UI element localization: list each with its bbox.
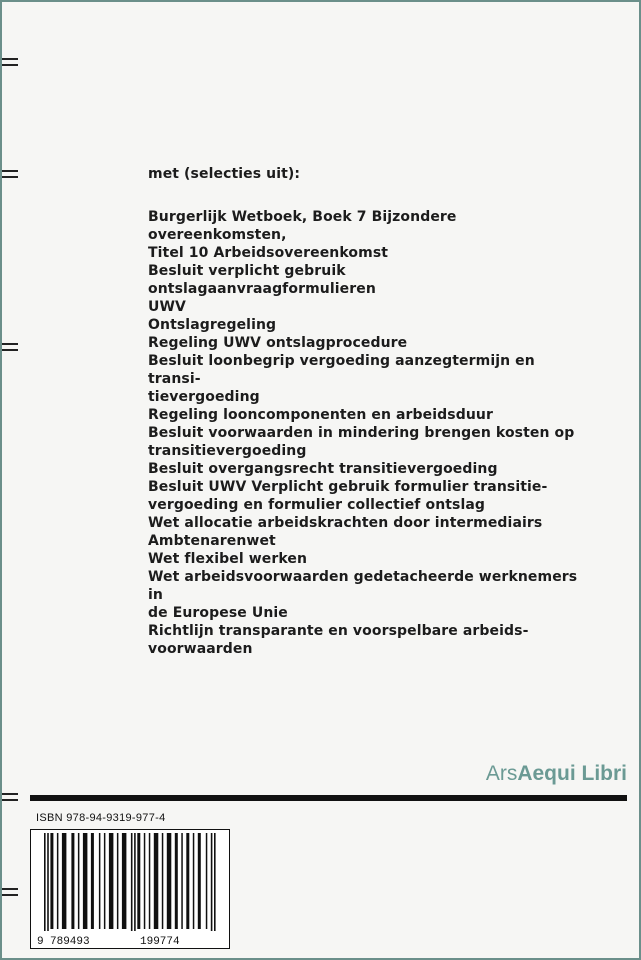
contents-item: Besluit UWV Verplicht gebruik formulier transitie- vergoeding en formulier collectief ontslag — [148, 479, 548, 513]
barcode-bar — [44, 833, 46, 943]
edge-mark — [2, 888, 18, 896]
barcode-bar — [149, 833, 151, 929]
contents-item: Besluit loonbegrip vergoeding aanzegtermijn en transi- tievergoeding — [148, 353, 535, 405]
barcode-bar — [91, 833, 94, 929]
barcode-bar — [99, 833, 101, 929]
barcode-bars — [44, 833, 216, 943]
publisher-name-part3: Libri — [575, 762, 627, 785]
barcode-bar — [62, 833, 67, 929]
barcode-bar — [50, 833, 53, 929]
barcode-bar — [214, 833, 216, 943]
barcode-bar — [109, 833, 114, 929]
barcode-lead-digit: 9 — [37, 936, 44, 948]
isbn-label: ISBN 978-94-9319-977-4 — [36, 812, 166, 824]
barcode-digits-right: 199774 — [140, 936, 180, 948]
publisher-name-part1: Ars — [485, 762, 518, 785]
contents-item: Burgerlijk Wetboek, Boek 7 Bijzondere overeenkomsten, Titel 10 Arbeidsovereenkomst — [148, 209, 457, 261]
barcode-bar — [122, 833, 127, 929]
contents-item: Ontslagregeling — [148, 317, 277, 333]
barcode-digits-left: 789493 — [50, 936, 90, 948]
contents-item: Wet allocatie arbeidskrachten door intermediairs — [148, 515, 543, 531]
barcode-bar — [71, 833, 74, 929]
divider-rule — [30, 795, 627, 801]
publisher-logo — [486, 762, 627, 786]
barcode-bar — [198, 833, 201, 929]
barcode-bar — [78, 833, 80, 929]
barcode-bar — [144, 833, 146, 929]
barcode-bar — [117, 833, 119, 929]
barcode-bar — [186, 833, 189, 929]
contents-item: Richtlijn transparante en voorspelbare arbeids- voorwaarden — [148, 623, 529, 657]
barcode-bar — [154, 833, 159, 929]
edge-mark — [2, 343, 18, 351]
barcode-bar — [206, 833, 208, 929]
contents-item: Wet flexibel werken — [148, 551, 308, 567]
barcode-bar — [175, 833, 178, 929]
barcode-bar — [162, 833, 164, 929]
contents-item: Besluit overgangsrecht transitievergoeding — [148, 461, 498, 477]
barcode-bar — [47, 833, 49, 943]
barcode-bar — [137, 833, 140, 929]
barcode — [30, 829, 230, 949]
edge-mark — [2, 170, 18, 178]
barcode-bar — [57, 833, 59, 929]
barcode-bar — [104, 833, 106, 929]
contents-item: Ambtenarenwet — [148, 533, 276, 549]
barcode-bar — [211, 833, 213, 943]
barcode-bar — [181, 833, 183, 929]
contents-item: Regeling UWV ontslagprocedure — [148, 335, 408, 351]
contents-item: Wet arbeidsvoorwaarden gedetacheerde werknemers in de Europese Unie — [148, 569, 578, 621]
contents-item: Besluit voorwaarden in mindering brengen kosten op transitievergoeding — [148, 425, 575, 459]
edge-mark — [2, 58, 18, 66]
contents-item: Regeling looncomponenten en arbeidsduur — [148, 407, 493, 423]
edge-mark — [2, 793, 18, 801]
barcode-bar — [83, 833, 88, 929]
contents-list — [148, 208, 578, 658]
barcode-bar — [167, 833, 172, 929]
barcode-bar — [131, 833, 133, 943]
intro-text: met (selecties uit): — [148, 166, 301, 182]
publisher-name-part2: Aequi — [517, 762, 576, 785]
barcode-bar — [193, 833, 195, 929]
barcode-bar — [134, 833, 136, 943]
contents-item: Besluit verplicht gebruik ontslagaanvraagformulieren UWV — [148, 263, 376, 315]
